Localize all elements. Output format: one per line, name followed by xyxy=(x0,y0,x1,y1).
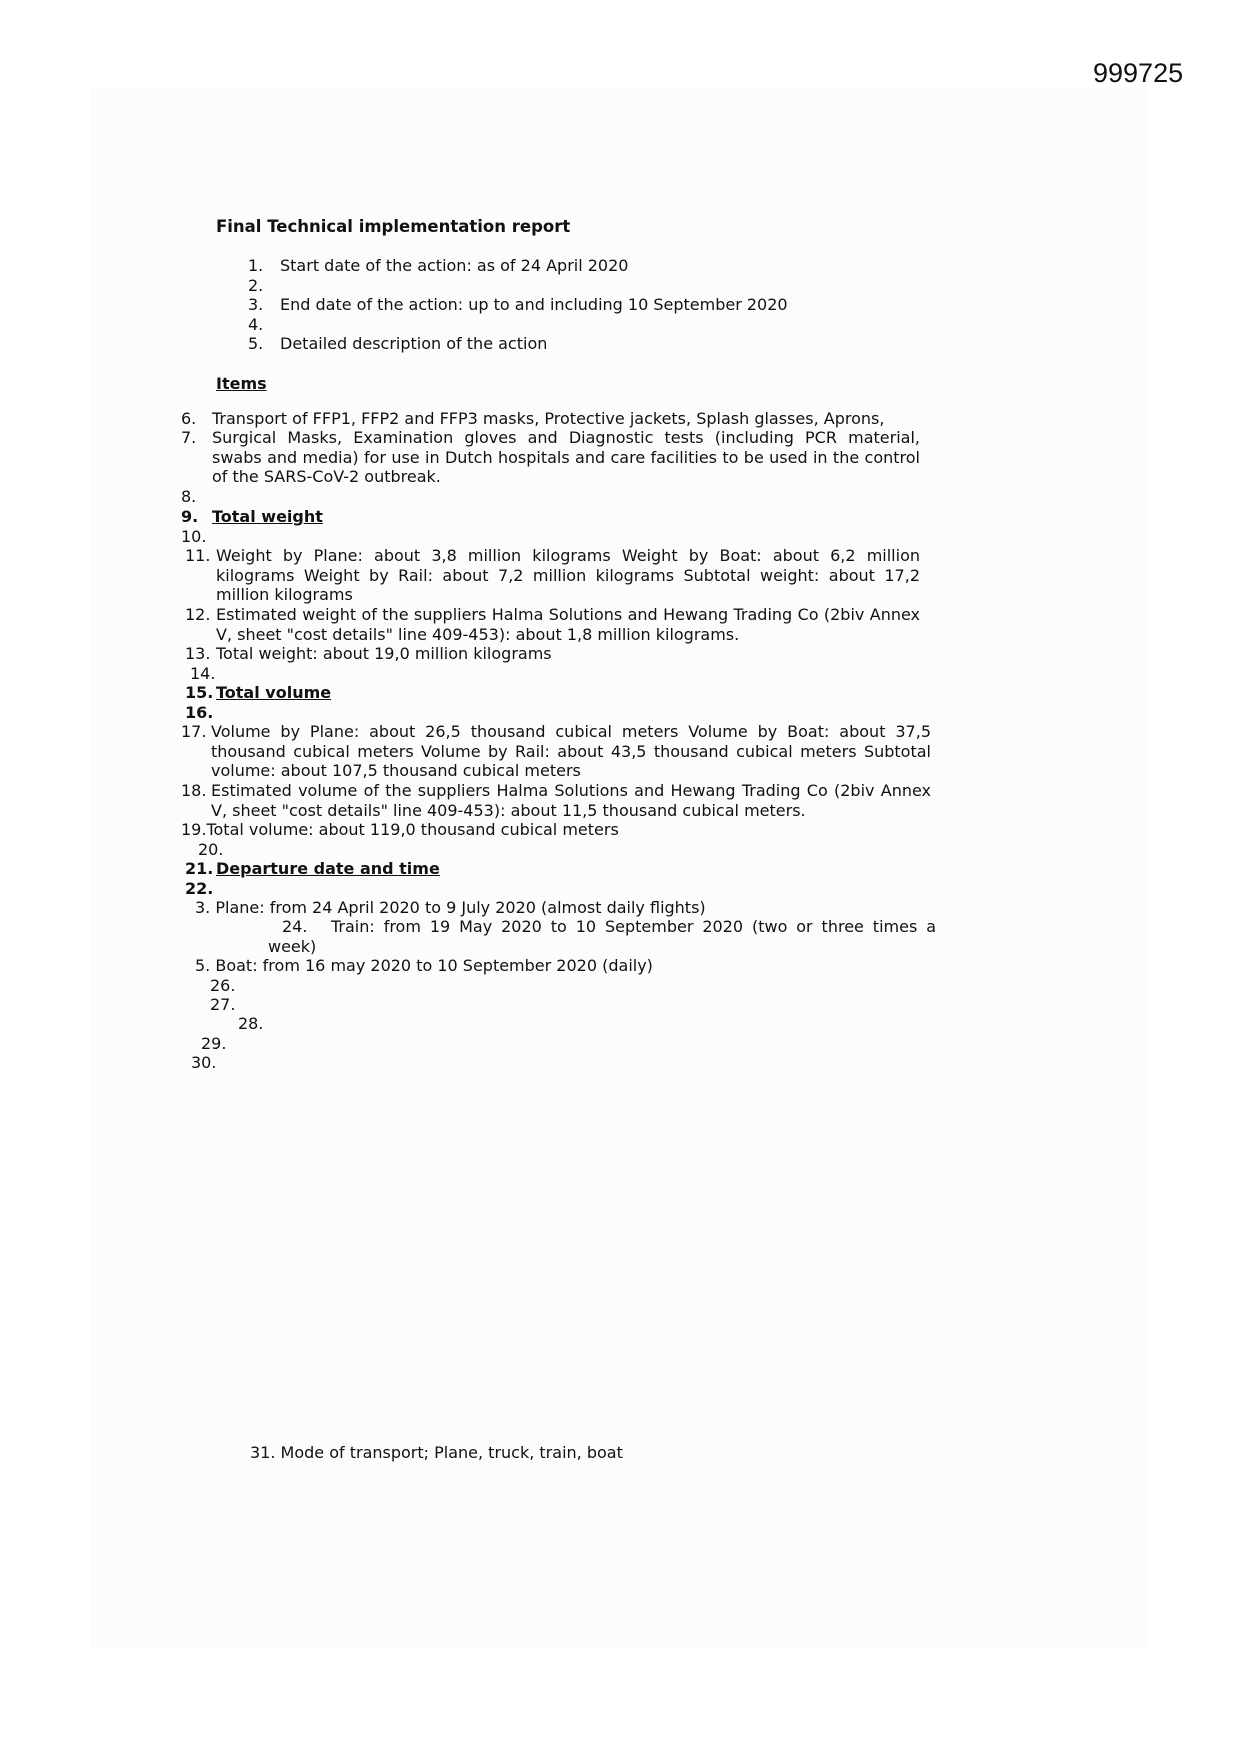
item-11-number: 11. xyxy=(185,546,211,565)
item-26-number: 26. xyxy=(210,976,236,995)
list-item-1 xyxy=(248,256,628,276)
item-12-text: Estimated weight of the suppliers Halma Solutions and Hewang Trading Co (2biv Annex V, sheet "cost details" line 409-453): about 1,8 million kilograms. xyxy=(216,605,920,644)
mode-of-transport: 31. Mode of transport; Plane, truck, train, boat xyxy=(250,1443,623,1462)
list-number: 3. xyxy=(248,295,264,314)
item-8-number: 8. xyxy=(181,487,197,506)
list-number: 5. xyxy=(248,334,264,353)
item-17-number: 17. xyxy=(181,722,207,741)
list-item-4 xyxy=(248,315,280,335)
train-departure-line1: Train: from 19 May 2020 to 10 September 2020 (two or three times a xyxy=(331,917,936,936)
list-number: 4. xyxy=(248,315,264,334)
departure-heading: Departure date and time xyxy=(216,859,440,878)
item-13-number: 13. xyxy=(185,644,211,663)
item-22-number: 22. xyxy=(185,879,214,898)
item-7-number: 7. xyxy=(181,428,197,447)
train-number: 24. xyxy=(282,917,308,936)
item-11-text: Weight by Plane: about 3,8 million kilograms Weight by Boat: about 6,2 million kilograms Weight by Rail: about 7,2 million kilograms Subtotal weight: about 17,2 million kilograms xyxy=(216,546,920,604)
item-16-number: 16. xyxy=(185,703,214,722)
item-14-number: 14. xyxy=(190,664,216,683)
item-13-text: Total weight: about 19,0 million kilograms xyxy=(216,644,552,663)
item-7-text: Surgical Masks, Examination gloves and Diagnostic tests (including PCR material, swabs and media) for use in Dutch hospitals and care facilities to be used in the control of the SARS-CoV-2 outbreak. xyxy=(212,428,920,486)
item-20-number: 20. xyxy=(198,840,224,859)
item-6-text: Transport of FFP1, FFP2 and FFP3 masks, Protective jackets, Splash glasses, Aprons, xyxy=(212,409,885,428)
page-title: Final Technical implementation report xyxy=(216,217,571,236)
item-17-content: Volume by Plane: about 26,5 thousand cubical meters Volume by Boat: about 37,5 thousand cubical meters Volume by Rail: about 43,5 thousand cubical meters Subtotal volume: about 107,5 thousand cubical meters xyxy=(211,722,931,780)
document-id: 999725 xyxy=(1093,58,1184,88)
item-28-number: 28. xyxy=(238,1014,264,1033)
weight-section-number: 9. xyxy=(181,507,199,526)
item-10-number: 10. xyxy=(181,527,207,546)
volume-section-number: 15. xyxy=(185,683,214,702)
list-text: End date of the action: up to and including 10 September 2020 xyxy=(280,295,788,314)
item-27-number: 27. xyxy=(210,995,236,1014)
item-18-number: 18. xyxy=(181,781,207,800)
weight-heading: Total weight xyxy=(212,507,323,526)
list-item-5 xyxy=(248,334,547,354)
list-item-2 xyxy=(248,276,280,296)
item-12-number: 12. xyxy=(185,605,211,624)
item-6-number: 6. xyxy=(181,409,197,428)
departure-section-number: 21. xyxy=(185,859,214,878)
items-heading: Items xyxy=(216,374,267,393)
volume-heading: Total volume xyxy=(216,683,332,702)
item-30-number: 30. xyxy=(191,1053,217,1072)
list-item-3 xyxy=(248,295,788,315)
item-19-text: 19.Total volume: about 119,0 thousand cubical meters xyxy=(181,820,619,839)
item-17-text xyxy=(211,722,931,781)
item-29-number: 29. xyxy=(201,1034,227,1053)
train-departure-line2: week) xyxy=(268,937,317,956)
list-text: Start date of the action: as of 24 April 2020 xyxy=(280,256,629,275)
boat-departure: 5. Boat: from 16 may 2020 to 10 September 2020 (daily) xyxy=(195,956,653,975)
item-18-text: Estimated volume of the suppliers Halma Solutions and Hewang Trading Co (2biv Annex V, sheet "cost details" line 409-453): about 11,5 thousand cubical meters. xyxy=(211,781,931,820)
list-number: 2. xyxy=(248,276,264,295)
list-text: Detailed description of the action xyxy=(280,334,548,353)
plane-departure: 3. Plane: from 24 April 2020 to 9 July 2020 (almost daily flights) xyxy=(195,898,706,917)
list-number: 1. xyxy=(248,256,264,275)
